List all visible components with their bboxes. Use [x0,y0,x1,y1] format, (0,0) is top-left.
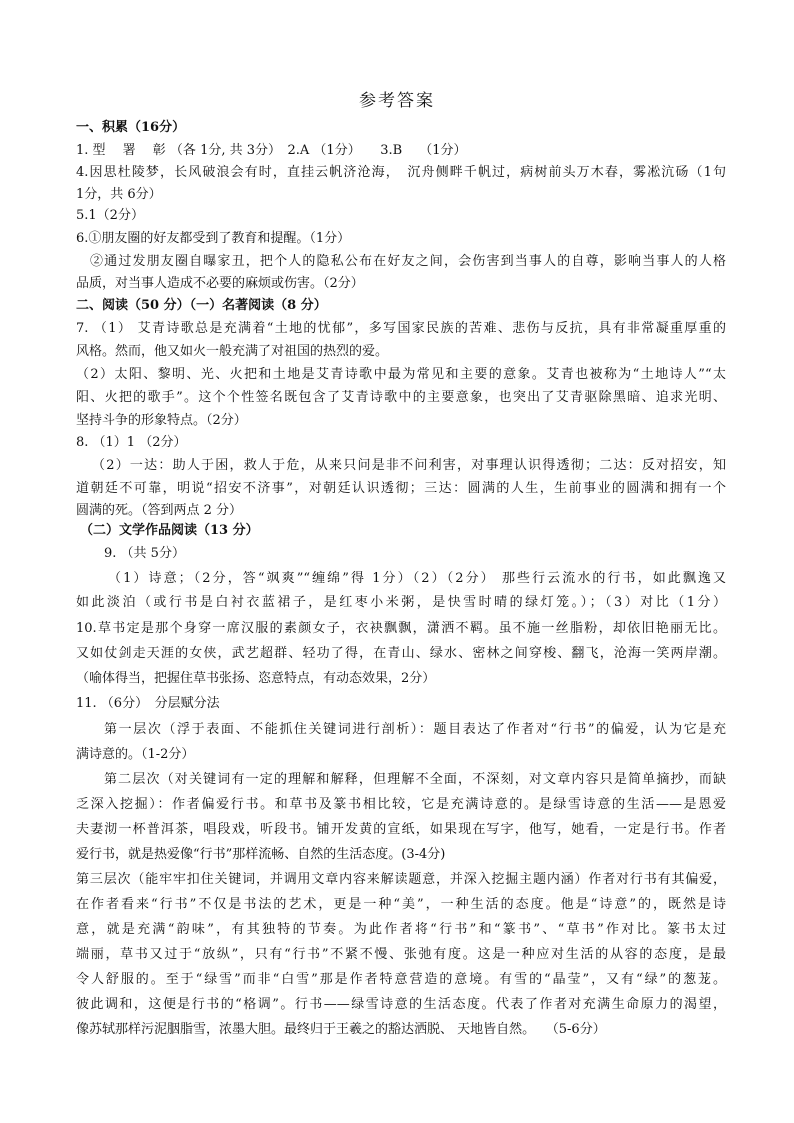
answer-q7-line2: 风格。然而，他又如火一般充满了对祖国的热烈的爱。 [76,344,389,359]
section-3-heading: （二）文学作品阅读（13 分） [80,523,259,538]
answer-q11-line3: 满诗意的。（1-2分） [76,747,195,762]
answer-q11-line14: 像苏轼那样污泥胭脂雪，浓墨大胆。最终归于王羲之的豁达洒脱、 天地皆自然。 （5-6分） [76,1022,606,1037]
answer-q8-line4: 圆满的死。（答到两点 2 分） [76,503,243,518]
answer-q10-line3: （喻体得当，把握住草书张扬、恣意特点，有动态效果，2分） [76,671,436,686]
answer-q11-line1: 11. （6分） 分层赋分法 [76,696,220,711]
answer-q9-line3: 如此淡泊（或行书是白衬衣蓝裙子，是红枣小米粥，是快雪时晴的绿灯笼。）；（3）对比（1分） [76,595,726,610]
answer-q4-line2: 1分，共 6分） [76,187,162,202]
answer-q11-line8: 第三层次（能牢牢扣住关键词，并调用文章内容来解读题意，并深入挖掘主题内涵）作者对行书有其偏爱， [76,872,726,887]
answer-q11-line5: 乏深入挖掘）：作者偏爱行书。和草书及篆书相比较，它是充满诗意的。是绿雪诗意的生活——是恩爱 [76,797,726,812]
answer-q11-line4: 第二层次（对关键词有一定的理解和解释，但理解不全面，不深刻，对文章内容只是简单摘抄，而缺 [104,772,726,787]
answer-q7-line4: 阳、火把的歌手”。这个个性签名既包含了艾青诗歌中的主要意象，也突出了艾青驱除黑暗、追求光明、 [76,390,726,405]
answer-q11-line7: 爱行书，就是热爱像“行书”那样流畅、自然的生活态度。(3-4分) [76,847,446,862]
answer-q1-3: 1. 型 署 彰 （各 1分, 共 3分） 2.A （1分） 3.B （1分） [76,143,467,158]
answer-q11-line11: 端丽，草书又过于“放纵”，只有“行书”不紧不慢、张弛有度。这是一种应对生活的从容的态度，是最 [76,947,726,962]
answer-q6-line3: 品质，对当事人造成不必要的麻烦或伤害。（2分） [76,276,364,291]
answer-q7-line5: 坚持斗争的形象特点。（2分） [76,413,247,428]
answer-q11-line6: 夫妻沏一杯普洱茶，唱段戏，听段书。铺开发黄的宣纸，如果现在写字，他写，她看，一定是行书。作者 [76,822,726,837]
answer-q10-line1: 10.草书定是那个身穿一席汉服的素颜女子，衣袂飘飘，潇洒不羁。虽不施一丝脂粉，却依旧艳丽无比。 [76,621,726,636]
answer-q9-line1: 9. （共 5分） [104,546,185,561]
section-1-heading: 一、积累（16分） [76,120,186,135]
answer-q11-line2: 第一层次（浮于表面、不能抓住关键词进行剖析）：题目表达了作者对“行书”的偏爱，认为它是充 [104,722,726,737]
answer-q6-line1: 6.①朋友圈的好友都受到了教育和提醒。（1分） [76,231,351,246]
answer-q8-line2: （2）一达：助人于困，救人于危，从来只问是非不问利害，对事理认识得透彻；二达：反对招安，知 [92,458,726,473]
answer-q7-line3: （2）太阳、黎明、光、火把和土地是艾青诗歌中最为常见和主要的意象。艾青也被称为“土地诗人”“太 [76,367,726,382]
answer-q11-line10: 意，就是充满“韵味”，有其独特的节奏。为此作者将“行书”和“篆书”、“草书”作对比。篆书太过 [76,922,726,937]
section-2-heading: 二、阅读（50 分）（一）名著阅读（8 分） [76,298,327,313]
answer-q11-line12: 令人舒服的。至于“绿雪”而非“白雪”那是作者特意营造的意境。有雪的“晶莹”，又有“绿”的葱茏。 [76,972,726,987]
answer-q7-line1: 7. （1） 艾青诗歌总是充满着“土地的忧郁”，多写国家民族的苦难、悲伤与反抗，具有非常凝重厚重的 [76,321,726,336]
answer-q8-line3: 道朝廷不可靠，明说“招安不济事”，对朝廷认识透彻；三达：圆满的人生，生前事业的圆满和拥有一个 [76,481,726,496]
answer-q4-line1: 4.因思杜陵梦，长风破浪会有时，直挂云帆济沧海， 沉舟侧畔千帆过，病树前头万木春，雾凇沆砀（1句 [76,165,726,180]
answer-q11-line13: 彼此调和，这便是行书的“格调”。行书——绿雪诗意的生活态度。代表了作者对充满生命原力的渴望， [76,997,726,1012]
answer-q11-line9: 在作者看来“行书”不仅是书法的艺术，更是一种“美”，一种生活的态度。他是“诗意”的，既然是诗 [76,897,726,912]
page-title: 参考答案 [359,91,435,111]
answer-q10-line2: 又如仗剑走天涯的女侠，武艺超群、轻功了得，在青山、绿水、密林之间穿梭、翻飞，沧海一笑两岸潮。 [76,646,726,661]
answer-q8-line1: 8. （1）1 （2分） [76,435,187,450]
answer-q9-line2: （1）诗意；（2分，答“飒爽”“缠绵”得 1分）（2）（2分） 那些行云流水的行书，如此飘逸又 [108,571,726,586]
answer-q5: 5.1（2分） [76,208,144,223]
answer-q6-line2: ②通过发朋友圈自曝家丑，把个人的隐私公布在好友之间，会伤害到当事人的自尊，影响当事人的人格 [90,254,726,269]
